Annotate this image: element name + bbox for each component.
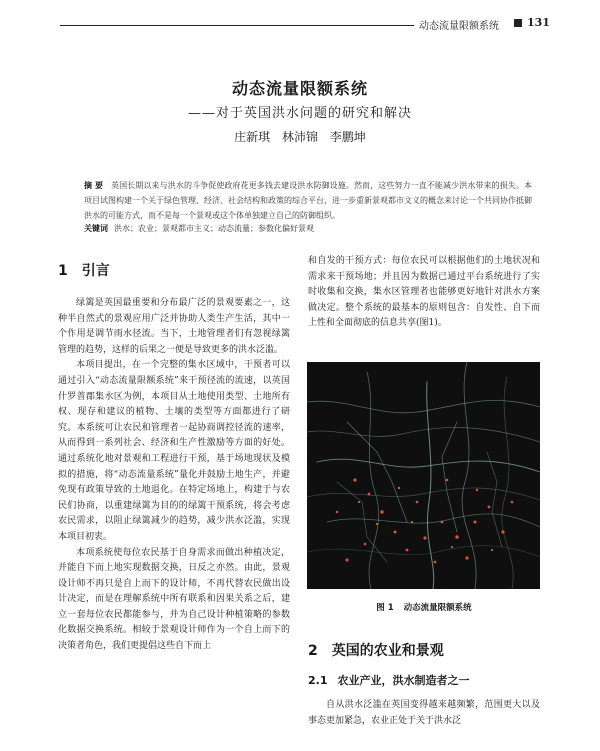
article-subtitle: ——对于英国洪水问题的研究和解决 (187, 106, 412, 121)
keywords-text: 洪水；农业；景观都市主义；动态流量；参数化偏好景观 (114, 224, 314, 233)
keywords-label: 关键词 (84, 224, 108, 233)
left-column (58, 260, 290, 655)
right-column-paragraph: 和自发的干预方式：每位农民可以根据他们的土地状况和需求来干预场地；并且因为数据已通过平台系统进行了实时收集和交换，集水区管理者也能够更好地针对洪水方案做决定。整个系统的最基本的原则包含：自发性、自下而上性和全面彻底的信息共享(图1)。 (308, 256, 540, 329)
subsection-2-1-number: 2.1 (308, 674, 328, 687)
subsection-2-1-heading (308, 672, 540, 688)
running-header-title: 动态流量限额系统 (419, 21, 499, 32)
page-number: 131 (527, 16, 550, 29)
section-1-paragraph: 本项系统使每位农民基于自身需求而做出种植决定，并能自下而上地实现数据交换，日反之亦然。由此，景观设计师不再只是自上而下的设计师，不再代替农民做出设计决定，而是在理解系统中所有联系和因果关系之后，建立一套每位农民都能参与，并为自己设计种植策略的参数化数据交换系统。相较于景观设计师作为一个自上而下的决策者角色，我们更提倡这些自下而上 (58, 547, 290, 652)
section-2-title: 英国的农业和景观 (331, 643, 444, 659)
section-1-number: 1 (58, 263, 68, 279)
right-column (308, 254, 540, 332)
section-2-paragraph: 自从洪水泛滥在英国变得越来越频繁，范围更大以及事态更加紧急，农业正处于关于洪水泛 (308, 700, 540, 726)
header-rule (60, 25, 414, 26)
abstract-text: 英国长期以来与洪水的斗争促使政府花更多钱去建设洪水防御设施。然而，这些努力一直不能减少洪水带来的损失。本项目试图构建一个关于绿色管理、经济、社会结构和政策的综合平台，进一步重新景观都市文义的概念来讨论一个共同协作抵御洪水的可能方式，而不是每一个景观或这个体单独建立自己的防御组织。 (84, 181, 532, 220)
figure-1-image (307, 362, 540, 589)
figure-1-caption-text: 动态流量限额系统 (403, 603, 472, 613)
figure-1-number: 图 1 (376, 603, 394, 613)
section-1-heading (58, 260, 290, 280)
drainage-network-illustration (307, 362, 540, 589)
keywords (84, 223, 532, 234)
section-2-heading (308, 640, 540, 660)
figure-1-caption (308, 601, 540, 613)
section-1-paragraph: 本项目提出，在一个完整的集水区域中，干预者可以通过引入“动态流量限额系统”来干预径流的流速，以英国什罗普郡集水区为例，本项目从土地使用类型、土地所有权、现存和建议的植物、土壤的类型等方面都进行了研究。本系统可让农民和管理者一起协商调控径流的速率，从而得到一系列社会、经济和生产性激励等方面的好处。通过系统化地对景观和工程进行干预，基于场地现状及模拟的措施，将“动态流量系统”量化并鼓励土地生产，并避免现有政策导致的土地退化。在特定场地上，构建于与农民们协商，以重建绿篱为目的的绿篱干预系统，将会考虑农民需求，以阻止绿篱减少的趋势，减少洪水泛滥，实现本项目初衷。 (58, 360, 290, 542)
abstract (84, 178, 532, 223)
article-title: 动态流量限额系统 (231, 79, 368, 98)
header-square-mark (514, 19, 522, 27)
section-1-title: 引言 (81, 263, 110, 279)
abstract-label: 摘 要 (84, 181, 104, 190)
section-2-number: 2 (308, 643, 318, 659)
subsection-2-1-title: 农业产业，洪水制造者之一 (337, 674, 470, 687)
section-1-paragraph: 绿篱是英国最重要和分布最广泛的景观要素之一，这种半自然式的景观应用广泛并协助人类生产生活，其中一个作用是调节雨水径流。当下，土地管理者们有忽视绿篱管理的趋势，这样的后果之一便是导致更多的洪水泛滥。 (58, 298, 290, 355)
article-authors: 庄新琪 林沛锦 李鹏坤 (234, 130, 366, 144)
section-2 (308, 640, 540, 729)
